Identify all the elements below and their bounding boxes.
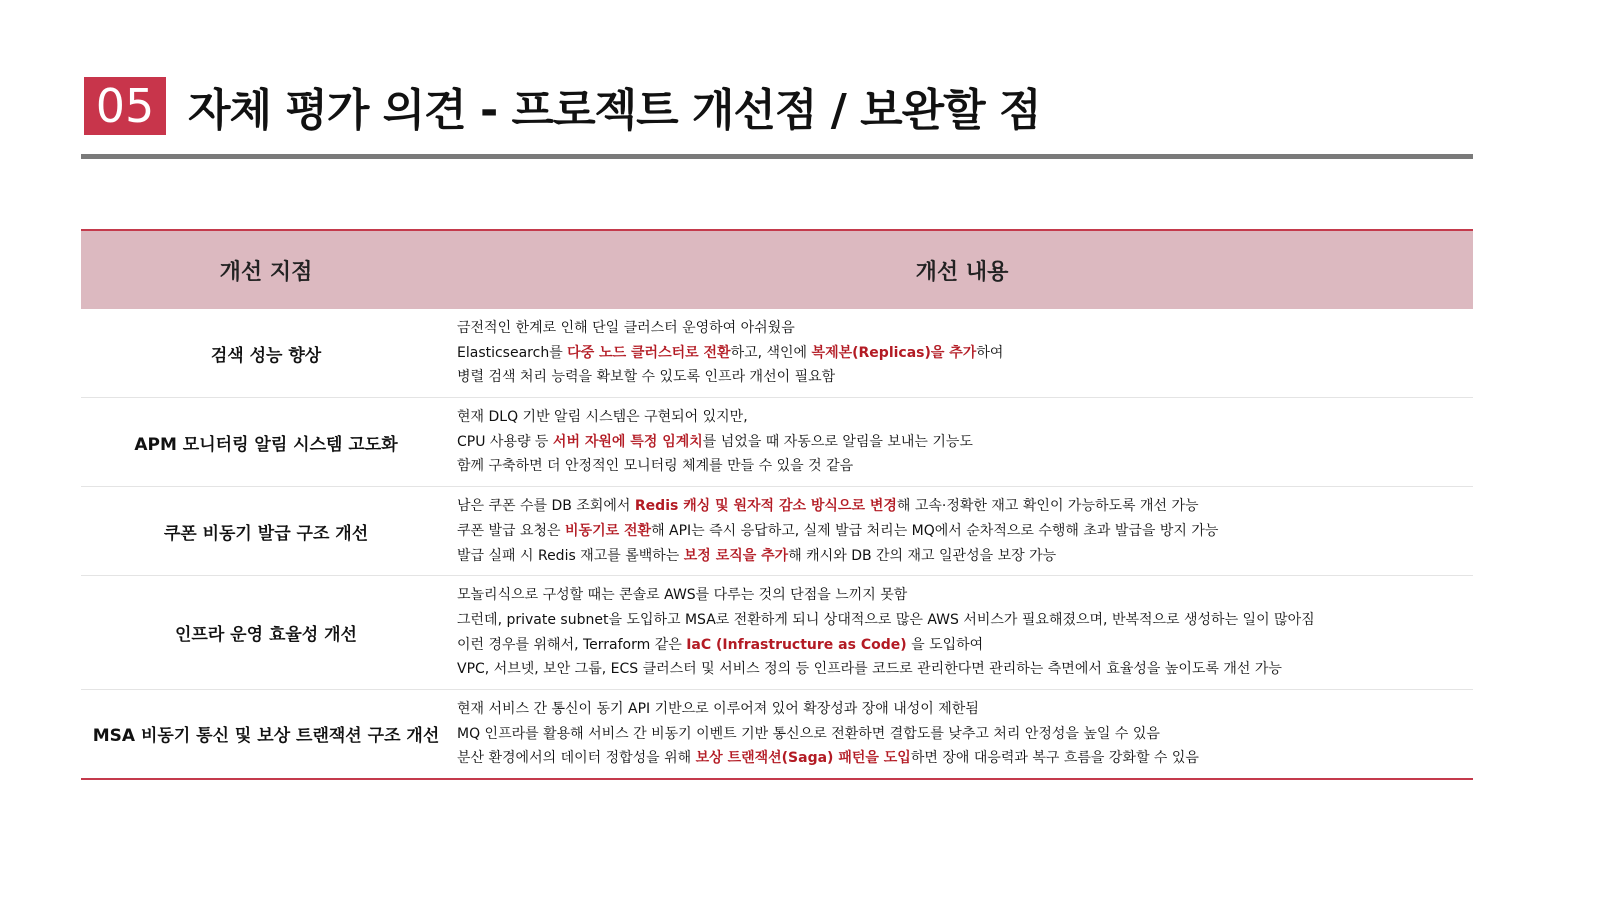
content-line bbox=[457, 494, 1473, 519]
content-text: 하여 bbox=[976, 344, 1004, 361]
content-line bbox=[457, 722, 1473, 747]
improvement-table bbox=[81, 229, 1473, 780]
content-text: 을 도입하여 bbox=[906, 636, 984, 653]
highlighted-text: 다중 노드 클러스터로 전환 bbox=[567, 344, 731, 361]
content-line bbox=[457, 341, 1473, 366]
table-row bbox=[81, 309, 1473, 397]
content-text: 해 캐시와 DB 간의 재고 일관성을 보장 가능 bbox=[788, 547, 1057, 564]
content-line bbox=[457, 316, 1473, 341]
content-text: 그런데, private subnet을 도입하고 MSA로 전환하게 되니 상대적으로 많은 AWS 서비스가 필요해졌으며, 반복적으로 생성하는 일이 많아짐 bbox=[457, 611, 1315, 628]
improvement-point-cell: APM 모니터링 알림 시스템 고도화 bbox=[134, 434, 398, 455]
content-line bbox=[457, 519, 1473, 544]
title-divider bbox=[81, 154, 1473, 159]
slide-header bbox=[84, 76, 1040, 136]
column-header-point: 개선 지점 bbox=[219, 259, 313, 285]
highlighted-text: 보정 로직을 추가 bbox=[683, 547, 789, 564]
improvement-point-cell: 쿠폰 비동기 발급 구조 개선 bbox=[163, 523, 369, 544]
improvement-content-cell bbox=[451, 398, 1473, 486]
highlighted-text: IaC (Infrastructure as Code) bbox=[686, 636, 907, 653]
content-line bbox=[457, 657, 1473, 682]
content-text: 현재 DLQ 기반 알림 시스템은 구현되어 있지만, bbox=[457, 409, 748, 426]
content-text: 함께 구축하면 더 안정적인 모니터링 체계를 만들 수 있을 것 같음 bbox=[457, 458, 854, 475]
content-text: 를 넘었을 때 자동으로 알림을 보내는 기능도 bbox=[702, 433, 973, 450]
table-row bbox=[81, 689, 1473, 778]
content-line bbox=[457, 365, 1473, 390]
content-text: 이런 경우를 위해서, Terraform 같은 bbox=[457, 636, 687, 653]
content-text: 발급 실패 시 Redis 재고를 롤백하는 bbox=[457, 547, 684, 564]
content-text: CPU 사용량 등 bbox=[457, 433, 553, 450]
content-line bbox=[457, 454, 1473, 479]
content-text: VPC, 서브넷, 보안 그룹, ECS 클러스터 및 서비스 정의 등 인프라를 코드로 관리한다면 관리하는 측면에서 효율성을 높이도록 개선 가능 bbox=[457, 661, 1282, 678]
content-text: 분산 환경에서의 데이터 정합성을 위해 bbox=[457, 750, 696, 767]
slide-title: 자체 평가 의견 - 프로젝트 개선점 / 보완할 점 bbox=[188, 85, 1041, 136]
table-row bbox=[81, 486, 1473, 575]
table-header bbox=[81, 231, 1473, 309]
improvement-point-cell: MSA 비동기 통신 및 보상 트랜잭션 구조 개선 bbox=[92, 726, 440, 747]
content-text: MQ 인프라를 활용해 서비스 간 비동기 이벤트 기반 통신으로 전환하면 결합도를 낮추고 처리 안정성을 높일 수 있음 bbox=[457, 725, 1160, 742]
highlighted-text: 보상 트랜잭션(Saga) 패턴을 도입 bbox=[695, 750, 911, 767]
highlighted-text: Redis 캐싱 및 원자적 감소 방식으로 변경 bbox=[634, 498, 897, 515]
content-line bbox=[457, 746, 1473, 771]
content-text: 해 고속·정확한 재고 확인이 가능하도록 개선 가능 bbox=[896, 498, 1199, 515]
content-line bbox=[457, 544, 1473, 569]
content-text: 병렬 검색 처리 능력을 확보할 수 있도록 인프라 개선이 필요함 bbox=[457, 369, 836, 386]
content-text: 모놀리식으로 구성할 때는 콘솔로 AWS를 다루는 것의 단점을 느끼지 못함 bbox=[457, 587, 908, 604]
content-text: 쿠폰 발급 요청은 bbox=[457, 522, 566, 539]
highlighted-text: 복제본(Replicas)을 추가 bbox=[811, 344, 977, 361]
highlighted-text: 비동기로 전환 bbox=[565, 522, 652, 539]
table-row bbox=[81, 575, 1473, 689]
column-header-content: 개선 내용 bbox=[915, 259, 1009, 285]
improvement-content-cell bbox=[451, 690, 1473, 778]
content-line bbox=[457, 405, 1473, 430]
table-body bbox=[81, 309, 1473, 778]
content-line bbox=[457, 583, 1473, 608]
improvement-content-cell bbox=[451, 487, 1473, 575]
content-text: 하면 장애 대응력과 복구 흐름을 강화할 수 있음 bbox=[910, 750, 1199, 767]
content-text: 하고, 색인에 bbox=[730, 344, 812, 361]
content-line bbox=[457, 430, 1473, 455]
improvement-content-cell bbox=[451, 576, 1473, 689]
content-text: 금전적인 한계로 인해 단일 클러스터 운영하여 아쉬웠음 bbox=[457, 320, 795, 336]
content-text: 현재 서비스 간 통신이 동기 API 기반으로 이루어져 있어 확장성과 장애 내성이 제한됨 bbox=[457, 700, 979, 717]
improvement-content-cell bbox=[451, 309, 1473, 397]
highlighted-text: 서버 자원에 특정 임계치 bbox=[552, 433, 703, 450]
content-text: Elasticsearch를 bbox=[457, 344, 568, 361]
content-line bbox=[457, 697, 1473, 722]
content-text: 해 API는 즉시 응답하고, 실제 발급 처리는 MQ에서 순차적으로 수행해 초과 발급을 방지 가능 bbox=[651, 522, 1219, 539]
improvement-point-cell: 검색 성능 향상 bbox=[210, 345, 322, 366]
improvement-point-cell: 인프라 운영 효율성 개선 bbox=[175, 625, 357, 646]
content-line bbox=[457, 608, 1473, 633]
section-number-badge: 05 bbox=[84, 77, 166, 135]
content-text: 남은 쿠폰 수를 DB 조회에서 bbox=[457, 498, 635, 515]
content-line bbox=[457, 633, 1473, 658]
table-row bbox=[81, 397, 1473, 486]
